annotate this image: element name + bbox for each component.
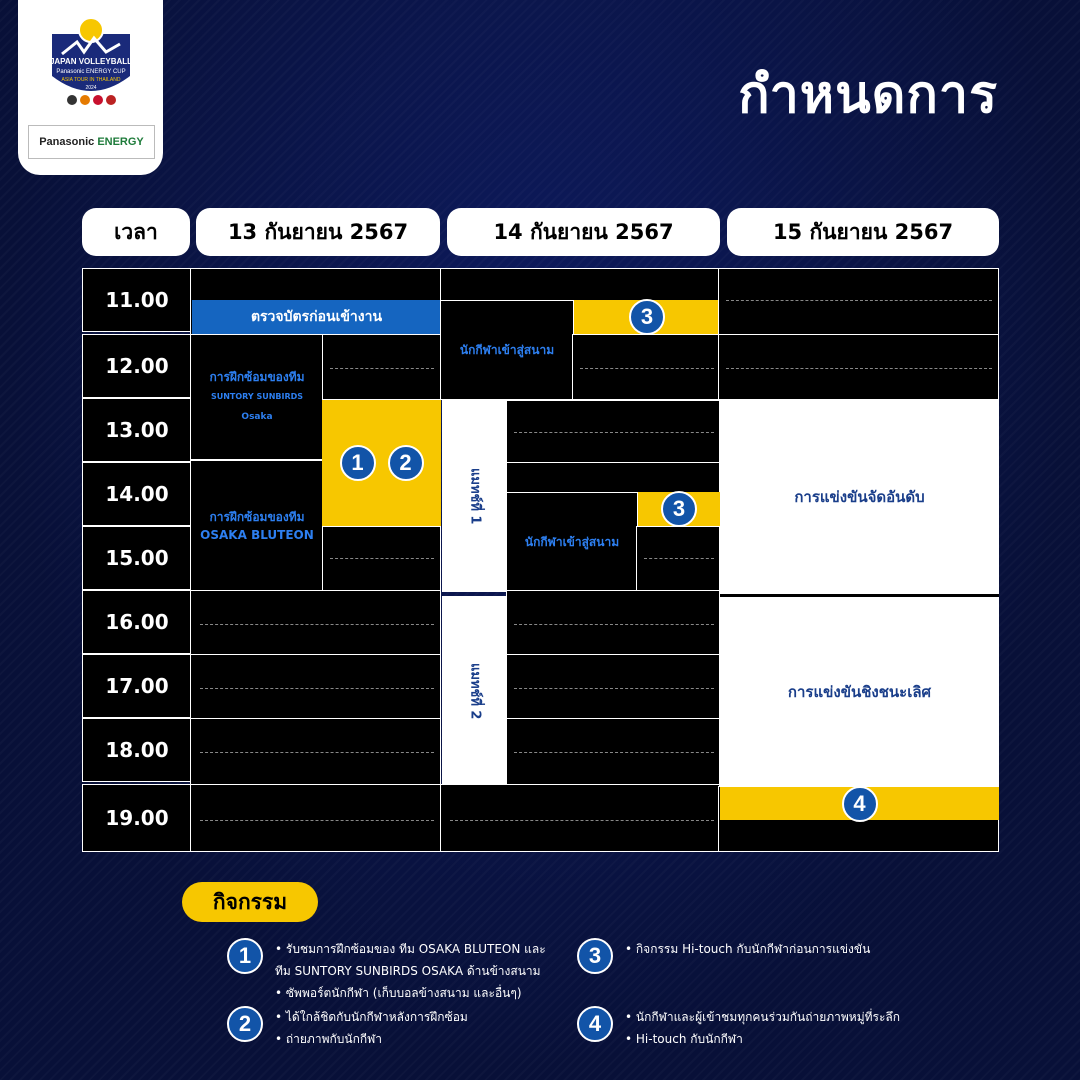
time-label: 19.00 — [82, 784, 192, 852]
badge-3: 3 — [629, 299, 665, 335]
logo-text-2: Panasonic ENERGY CUP — [56, 69, 126, 75]
badge-4: 4 — [842, 786, 878, 822]
dash-line — [644, 558, 714, 559]
header-time: เวลา — [82, 208, 190, 256]
day1-cell — [190, 654, 441, 720]
legend-text: • ซัพพอร์ตนักกีฬา (เก็บบอลข้างสนาม และอื่นๆ) — [275, 986, 522, 1000]
activity-block-3b — [638, 492, 720, 526]
dash-line — [514, 688, 714, 689]
time-label: 11.00 — [82, 268, 192, 332]
day1-cell — [190, 784, 441, 852]
dash-line — [514, 752, 714, 753]
practice1-team-a: SUNTORY SUNBIRDS — [210, 392, 304, 401]
day1-cell — [322, 334, 441, 400]
practice1-team-b: Osaka — [241, 412, 273, 422]
badge-1: 1 — [340, 445, 376, 481]
legend-text: • ถ่ายภาพกับนักกีฬา — [275, 1032, 383, 1046]
day2-cell — [440, 784, 720, 852]
activity-block-4 — [720, 787, 999, 820]
badge-1: 1 — [227, 938, 263, 974]
day2-cell — [506, 654, 720, 720]
badge-2: 2 — [227, 1006, 263, 1042]
day3-cell — [718, 334, 999, 400]
logo-text-4: 2024 — [85, 85, 97, 91]
day2-cell — [506, 462, 720, 494]
badge-4: 4 — [577, 1006, 613, 1042]
match1-block — [442, 400, 508, 592]
final-block: การแข่งขันชิงชนะเลิศ — [720, 597, 999, 786]
panasonic-energy-logo: Panasonic ENERGY — [28, 125, 155, 159]
logo-text-1: JAPAN VOLLEYBALL — [49, 57, 133, 66]
checkin-block: ตรวจบัตรก่อนเข้างาน — [192, 300, 441, 334]
legend-text: • ได้ใกล้ชิดกับนักกีฬาหลังการฝึกซ้อม — [275, 1010, 468, 1024]
dash-line — [200, 752, 434, 753]
time-label: 15.00 — [82, 526, 192, 590]
legend-item-4 — [588, 1006, 901, 1050]
dash-line — [514, 624, 714, 625]
day2-cell — [506, 590, 720, 656]
ranking-block: การแข่งขันจัดอันดับ — [720, 400, 999, 594]
activity-block-3a — [574, 300, 720, 334]
day2-cell — [572, 334, 720, 400]
dash-line — [200, 624, 434, 625]
header-day1: 13 กันยายน 2567 — [196, 208, 440, 256]
dash-line — [330, 368, 434, 369]
legend-text: • Hi-touch กับนักกีฬา — [625, 1032, 743, 1046]
players-enter-1-block: นักกีฬาเข้าสู่สนาม — [459, 342, 555, 357]
dash-line — [726, 368, 992, 369]
activity-block-1-2 — [322, 400, 441, 526]
time-label: 18.00 — [82, 718, 192, 782]
dash-line — [200, 820, 434, 821]
players-enter-2-block: นักกีฬาเข้าสู่สนาม — [524, 534, 620, 549]
legend-item-3 — [588, 938, 871, 968]
legend-item-2 — [238, 1006, 468, 1050]
day1-cell — [322, 526, 441, 592]
dash-line — [450, 820, 714, 821]
day2-cell — [440, 268, 720, 302]
time-label: 12.00 — [82, 334, 192, 398]
practice1-block — [192, 336, 322, 458]
dash-line — [330, 558, 434, 559]
logo-card — [18, 0, 163, 175]
dash-line — [200, 688, 434, 689]
practice2-block — [192, 462, 322, 590]
dash-line — [726, 300, 992, 301]
page-title: กำหนดการ — [738, 65, 998, 125]
dash-line — [514, 432, 714, 433]
day2-cell — [636, 526, 720, 592]
header-day3: 15 กันยายน 2567 — [727, 208, 999, 256]
badge-2: 2 — [388, 445, 424, 481]
legend-text: • กิจกรรม Hi-touch กับนักกีฬาก่อนการแข่งขัน — [625, 942, 871, 956]
tournament-logo-icon — [32, 14, 150, 106]
match2-label: แมทช์ที่ 2 — [467, 662, 483, 720]
legend-text: ทีม SUNTORY SUNBIRDS OSAKA ด้านข้างสนาม — [275, 964, 541, 978]
badge-3: 3 — [577, 938, 613, 974]
practice2-label: การฝึกซ้อมของทีม — [209, 510, 305, 524]
practice2-team: OSAKA BLUTEON — [200, 528, 314, 542]
legend-text: • รับชมการฝึกซ้อมของ ทีม OSAKA BLUTEON และ — [275, 942, 546, 956]
badge-3: 3 — [661, 491, 697, 527]
activity-label: กิจกรรม — [182, 882, 318, 922]
logo-text-3: ASIA TOUR IN THAILAND — [61, 77, 121, 83]
time-label: 16.00 — [82, 590, 192, 654]
legend-text: • นักกีฬาและผู้เข้าชมทุกคนร่วมกันถ่ายภาพหมู่ที่ระลึก — [625, 1010, 901, 1024]
dash-line — [580, 368, 714, 369]
practice1-label: การฝึกซ้อมของทีม — [209, 370, 305, 384]
time-label: 13.00 — [82, 398, 192, 462]
match2-block — [442, 596, 508, 786]
day3-cell — [718, 268, 999, 336]
day1-cell — [190, 590, 441, 656]
header-day2: 14 กันยายน 2567 — [447, 208, 720, 256]
legend-item-1 — [238, 938, 546, 1004]
time-label: 14.00 — [82, 462, 192, 526]
match1-label: แมทช์ที่ 1 — [467, 467, 483, 525]
time-label: 17.00 — [82, 654, 192, 718]
